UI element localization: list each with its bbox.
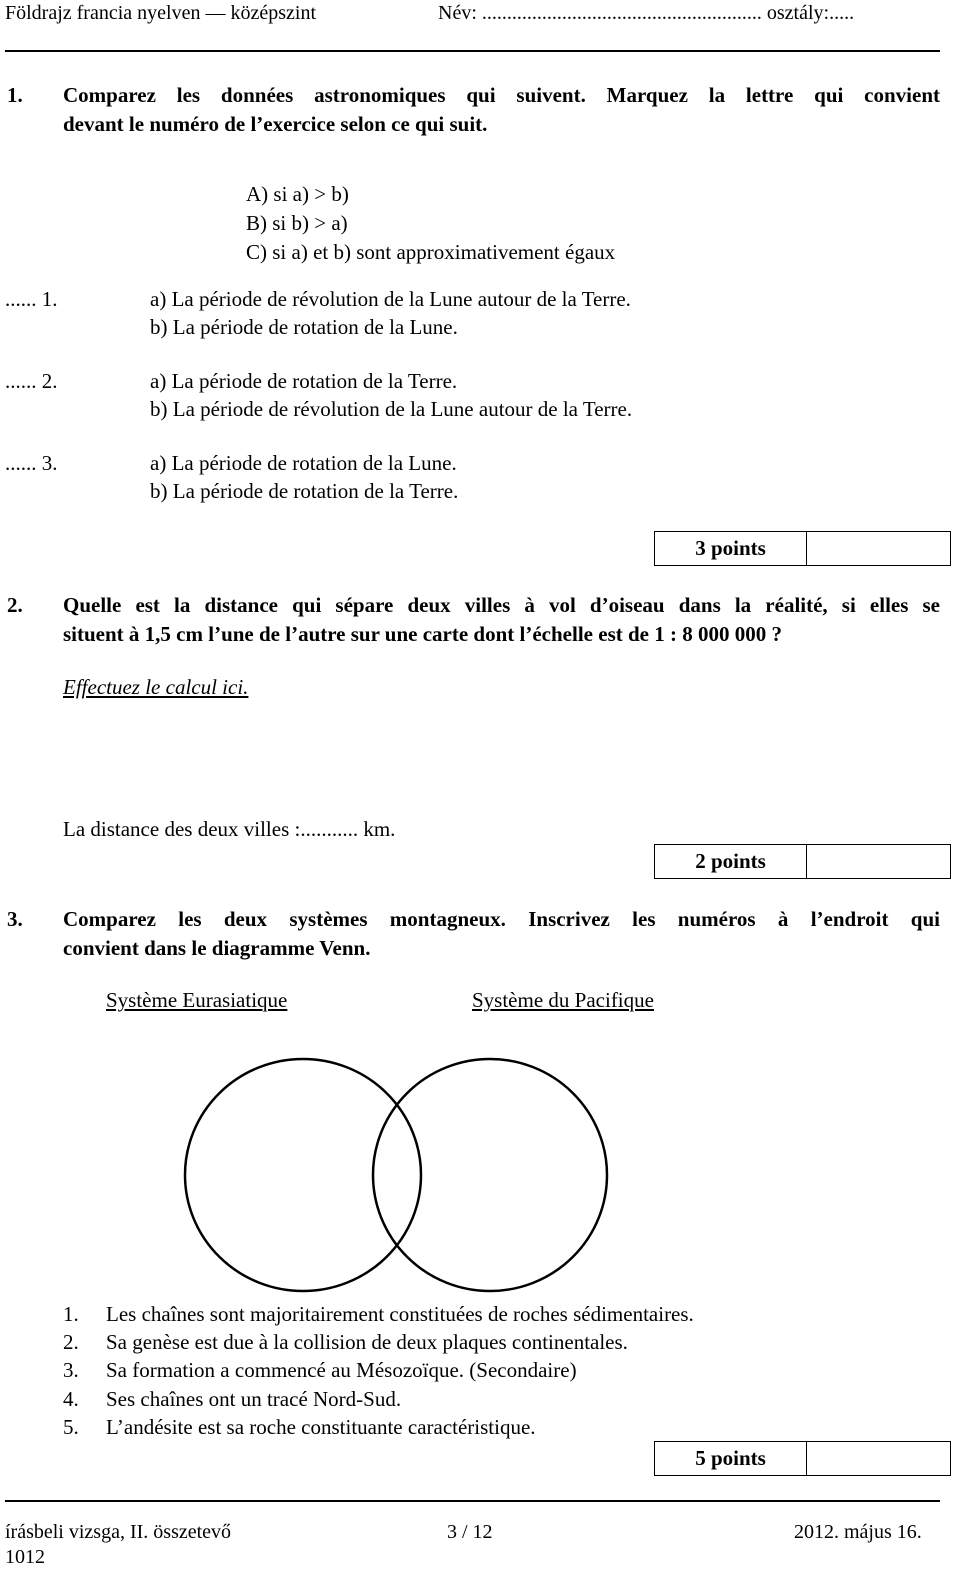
q3-statement-2-num: 2. [63, 1330, 79, 1354]
q3-statement-1-text: Les chaînes sont majoritairement constituées de roches sédimentaires. [106, 1302, 694, 1326]
header-subject: Földrajz francia nyelven — középszint [5, 2, 316, 24]
q1-item2-a: a) La période de rotation de la Terre. [150, 369, 458, 393]
q1-points-label: 3 points [655, 532, 807, 565]
q2-calc-hint: Effectuez le calcul ici. [63, 675, 249, 699]
q3-number: 3. [7, 907, 23, 931]
q3-prompt-line2: convient dans le diagramme Venn. [63, 936, 371, 960]
q1-number: 1. [7, 83, 23, 107]
venn-right-circle[interactable] [373, 1059, 607, 1291]
q3-prompt-line1: Comparez les deux systèmes montagneux. Inscrivez les numéros à l’endroit qui [63, 907, 940, 931]
q1-prompt-line2: devant le numéro de l’exercice selon ce qui suit. [63, 112, 488, 136]
header-rule [5, 50, 940, 52]
footer-left: írásbeli vizsga, II. összetevő [5, 1521, 232, 1543]
q2-calc-area[interactable] [63, 705, 940, 810]
footer-rule [5, 1500, 940, 1502]
footer-page-number: 3 / 12 [447, 1521, 493, 1543]
venn-right-label: Système du Pacifique [472, 988, 654, 1012]
venn-left-label: Système Eurasiatique [106, 988, 288, 1012]
q1-item2-num: ...... 2. [5, 369, 58, 393]
venn-diagram [180, 1055, 620, 1295]
q3-statement-1-num: 1. [63, 1302, 79, 1326]
footer-left-code: 1012 [5, 1546, 45, 1568]
q3-points-box [654, 1441, 951, 1476]
q3-statement-5-num: 5. [63, 1415, 79, 1439]
q1-item3-b: b) La période de rotation de la Terre. [150, 479, 459, 503]
q3-statement-5-text: L’andésite est sa roche constituante caractéristique. [106, 1415, 536, 1439]
q1-option-b: B) si b) > a) [246, 211, 348, 235]
venn-left-circle[interactable] [185, 1059, 421, 1291]
q2-prompt-line1: Quelle est la distance qui sépare deux villes à vol d’oiseau dans la réalité, si elles se [63, 593, 940, 617]
header-name-field: Név: ........................................................ osztály:..... [438, 2, 855, 24]
q2-prompt-line2: situent à 1,5 cm l’une de l’autre sur une carte dont l’échelle est de 1 : 8 000 000 ? [63, 622, 782, 646]
q2-points-box [654, 844, 951, 879]
q1-points-box [654, 531, 951, 566]
q2-points-label: 2 points [655, 845, 807, 878]
q1-item3-a: a) La période de rotation de la Lune. [150, 451, 457, 475]
q3-statement-3-text: Sa formation a commencé au Mésozoïque. (Secondaire) [106, 1358, 577, 1382]
q1-prompt-line1: Comparez les données astronomiques qui suivent. Marquez la lettre qui convient [63, 83, 940, 107]
q1-item2-b: b) La période de révolution de la Lune autour de la Terre. [150, 397, 633, 421]
q3-statement-4-num: 4. [63, 1387, 79, 1411]
q3-points-label: 5 points [655, 1442, 807, 1475]
q3-statement-4-text: Ses chaînes ont un tracé Nord-Sud. [106, 1387, 402, 1411]
q1-points-score-cell[interactable] [807, 532, 950, 565]
q2-answer-line: La distance des deux villes :........... km. [63, 817, 396, 841]
q1-item1-a: a) La période de révolution de la Lune autour de la Terre. [150, 287, 631, 311]
q1-item1-num: ...... 1. [5, 287, 58, 311]
q1-option-a: A) si a) > b) [246, 182, 349, 206]
footer-date: 2012. május 16. [794, 1521, 922, 1543]
q2-points-score-cell[interactable] [807, 845, 950, 878]
q3-statement-3-num: 3. [63, 1358, 79, 1382]
q3-statement-2-text: Sa genèse est due à la collision de deux plaques continentales. [106, 1330, 628, 1354]
q3-points-score-cell[interactable] [807, 1442, 950, 1475]
q1-option-c: C) si a) et b) sont approximativement égaux [246, 240, 616, 264]
q1-item3-num: ...... 3. [5, 451, 58, 475]
q2-number: 2. [7, 593, 23, 617]
q1-item1-b: b) La période de rotation de la Lune. [150, 315, 458, 339]
